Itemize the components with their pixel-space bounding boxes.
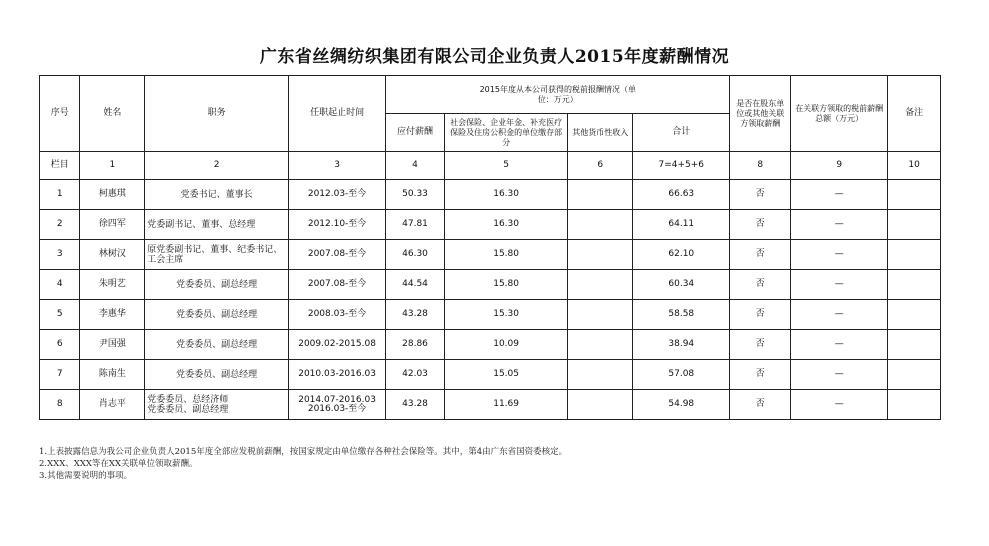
- table-row: [40, 390, 941, 420]
- seq-cell: 6: [40, 330, 80, 360]
- footnotes: [39, 446, 567, 482]
- related-amount-cell: —: [791, 300, 888, 330]
- total-cell: 54.98: [633, 390, 730, 420]
- other-income-cell: [568, 270, 633, 300]
- total-cell: 60.34: [633, 270, 730, 300]
- position-cell: 党委副书记、董事、总经理: [145, 210, 289, 240]
- name-cell: 徐四军: [80, 210, 145, 240]
- related-amount-cell: —: [791, 180, 888, 210]
- related-flag-cell: 否: [730, 210, 791, 240]
- colnum: 6: [568, 152, 633, 180]
- related-amount-cell: —: [791, 330, 888, 360]
- table-row: [40, 360, 941, 390]
- salary-table: [39, 75, 941, 420]
- position-cell: 原党委副书记、董事、纪委书记、工会主席: [145, 240, 289, 270]
- table-row: [40, 210, 941, 240]
- related-flag-cell: 否: [730, 330, 791, 360]
- term-cell: 2007.08-至今: [289, 240, 386, 270]
- total-cell: 66.63: [633, 180, 730, 210]
- social-cell: 15.05: [444, 360, 568, 390]
- table-row: [40, 270, 941, 300]
- name-cell: 李惠华: [80, 300, 145, 330]
- term-cell: 2008.03-至今: [289, 300, 386, 330]
- position-cell: 党委委员、副总经理: [145, 300, 289, 330]
- name-cell: 朱明艺: [80, 270, 145, 300]
- related-flag-cell: 否: [730, 180, 791, 210]
- colnum: 4: [386, 152, 445, 180]
- footnote: 3.其他需要说明的事项。: [39, 471, 133, 481]
- related-flag-cell: 否: [730, 390, 791, 420]
- position-cell: 党委委员、副总经理: [145, 330, 289, 360]
- salary-cell: 46.30: [386, 240, 445, 270]
- term-cell: 2012.03-至今: [289, 180, 386, 210]
- related-amount-cell: —: [791, 270, 888, 300]
- colnum: 10: [888, 152, 941, 180]
- total-cell: 58.58: [633, 300, 730, 330]
- header-remark: 备注: [888, 76, 941, 152]
- other-income-cell: [568, 240, 633, 270]
- related-amount-cell: —: [791, 210, 888, 240]
- name-cell: 陈南生: [80, 360, 145, 390]
- social-cell: 16.30: [444, 180, 568, 210]
- header-related-amount: 在关联方领取的税前薪酬总额（万元）: [791, 76, 888, 152]
- colnum: 1: [80, 152, 145, 180]
- header-pretax-group: 2015年度从本公司获得的税前报酬情况（单位：万元）: [386, 76, 730, 114]
- colnum: 9: [791, 152, 888, 180]
- remark-cell: [888, 180, 941, 210]
- total-cell: 64.11: [633, 210, 730, 240]
- term-cell: 2007.08-至今: [289, 270, 386, 300]
- header-salary: 应付薪酬: [386, 114, 445, 152]
- social-cell: 10.09: [444, 330, 568, 360]
- total-cell: 57.08: [633, 360, 730, 390]
- total-cell: 38.94: [633, 330, 730, 360]
- header-related-flag: 是否在股东单位或其他关联方领取薪酬: [730, 76, 791, 152]
- seq-cell: 7: [40, 360, 80, 390]
- related-amount-cell: —: [791, 390, 888, 420]
- colnum: 2: [145, 152, 289, 180]
- other-income-cell: [568, 210, 633, 240]
- header-name: 姓名: [80, 76, 145, 152]
- seq-cell: 1: [40, 180, 80, 210]
- social-cell: 15.30: [444, 300, 568, 330]
- seq-cell: 8: [40, 390, 80, 420]
- table-row: [40, 330, 941, 360]
- footnote: 1.上表披露信息为我公司企业负责人2015年度全部应发税前薪酬，按国家规定由单位缴存各种社会保险等。其中，第4由广东省国资委核定。: [39, 447, 568, 457]
- colnum: 5: [444, 152, 568, 180]
- salary-cell: 43.28: [386, 390, 445, 420]
- colnum-label: 栏目: [40, 152, 80, 180]
- salary-cell: 42.03: [386, 360, 445, 390]
- header-position: 职务: [145, 76, 289, 152]
- name-cell: 尹国强: [80, 330, 145, 360]
- remark-cell: [888, 390, 941, 420]
- salary-cell: 50.33: [386, 180, 445, 210]
- salary-cell: 28.86: [386, 330, 445, 360]
- remark-cell: [888, 360, 941, 390]
- salary-cell: 44.54: [386, 270, 445, 300]
- position-cell: 党委委员、副总经理: [145, 270, 289, 300]
- seq-cell: 3: [40, 240, 80, 270]
- header-other: 其他货币性收入: [568, 114, 633, 152]
- remark-cell: [888, 240, 941, 270]
- related-amount-cell: —: [791, 240, 888, 270]
- name-cell: 柯惠琪: [80, 180, 145, 210]
- total-cell: 62.10: [633, 240, 730, 270]
- colnum: 3: [289, 152, 386, 180]
- position-cell: 党委委员、总经济师 党委委员、副总经理: [145, 390, 289, 420]
- other-income-cell: [568, 180, 633, 210]
- social-cell: 15.80: [444, 240, 568, 270]
- remark-cell: [888, 330, 941, 360]
- other-income-cell: [568, 330, 633, 360]
- term-cell: 2010.03-2016.03: [289, 360, 386, 390]
- social-cell: 15.80: [444, 270, 568, 300]
- seq-cell: 2: [40, 210, 80, 240]
- name-cell: 肖志平: [80, 390, 145, 420]
- colnum: 7=4+5+6: [633, 152, 730, 180]
- other-income-cell: [568, 360, 633, 390]
- term-cell: 2012.10-至今: [289, 210, 386, 240]
- seq-cell: 4: [40, 270, 80, 300]
- related-flag-cell: 否: [730, 240, 791, 270]
- term-cell: 2014.07-2016.03 2016.03-至今: [289, 390, 386, 420]
- other-income-cell: [568, 390, 633, 420]
- salary-cell: 43.28: [386, 300, 445, 330]
- header-social: 社会保险、企业年金、补充医疗保险及住房公积金的单位缴存部分: [444, 114, 568, 152]
- colnum: 8: [730, 152, 791, 180]
- term-cell: 2009.02-2015.08: [289, 330, 386, 360]
- remark-cell: [888, 270, 941, 300]
- seq-cell: 5: [40, 300, 80, 330]
- remark-cell: [888, 210, 941, 240]
- header-term: 任职起止时间: [289, 76, 386, 152]
- related-flag-cell: 否: [730, 360, 791, 390]
- table-row: [40, 240, 941, 270]
- related-amount-cell: —: [791, 360, 888, 390]
- social-cell: 16.30: [444, 210, 568, 240]
- position-cell: 党委书记、董事长: [145, 180, 289, 210]
- table-row: [40, 180, 941, 210]
- name-cell: 林树汉: [80, 240, 145, 270]
- social-cell: 11.69: [444, 390, 568, 420]
- related-flag-cell: 否: [730, 270, 791, 300]
- page-title: 广东省丝绸纺织集团有限公司企业负责人2015年度薪酬情况: [259, 47, 730, 67]
- footnote: 2.XXX、XXX等在XX关联单位领取薪酬。: [39, 459, 198, 469]
- position-cell: 党委委员、副总经理: [145, 360, 289, 390]
- header-seq: 序号: [40, 76, 80, 152]
- related-flag-cell: 否: [730, 300, 791, 330]
- salary-cell: 47.81: [386, 210, 445, 240]
- table-row: [40, 300, 941, 330]
- header-total: 合计: [633, 114, 730, 152]
- other-income-cell: [568, 300, 633, 330]
- remark-cell: [888, 300, 941, 330]
